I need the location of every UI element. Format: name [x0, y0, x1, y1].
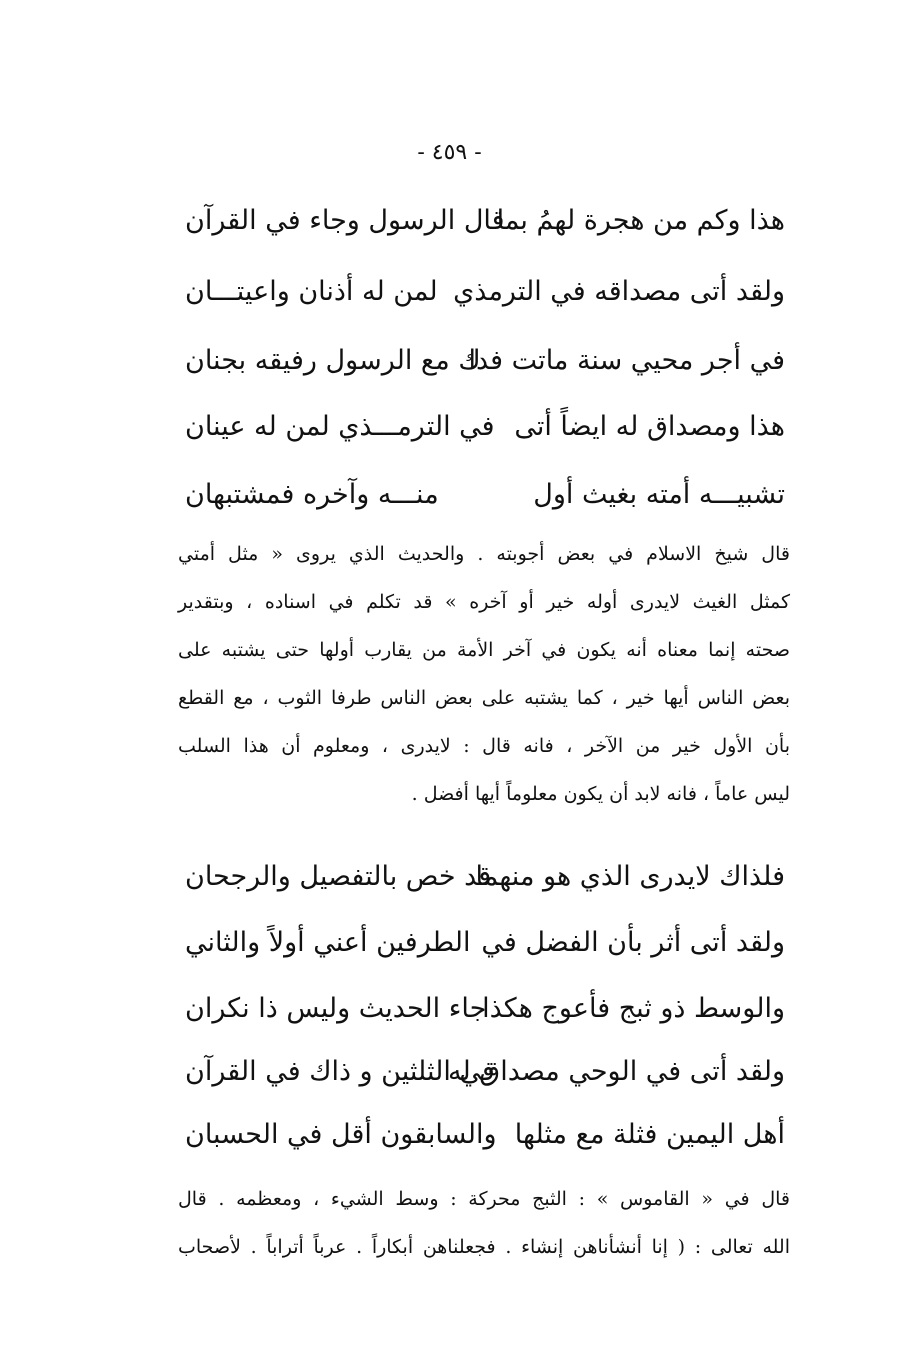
verse-second-hemistich: قد خص بالتفصيل والرجحان	[185, 861, 492, 892]
verse-second-hemistich: لمن له أذنان واعيتـــان	[185, 276, 438, 307]
verse-line	[185, 470, 785, 520]
verse-line	[185, 267, 785, 317]
commentary-line: ليس عاماً ، فانه لابد أن يكون معلوماً أيها أفضل .	[411, 783, 790, 805]
commentary-line: بأن الأول خير من الآخر ، فانه قال : لايدرى ، ومعلوم أن هذا السلب	[178, 735, 790, 757]
verse-first-hemistich: هذا وكم من هجرة لهمُ بما	[496, 205, 785, 236]
verse-first-hemistich: هذا ومصداق له ايضاً أتى	[514, 411, 785, 442]
commentary-line: صحته إنما معناه أنه يكون في آخر الأمة من يقارب أولها حتى يشتبه على	[178, 639, 790, 661]
page-number: - ٤٥٩ -	[417, 140, 482, 165]
verse-second-hemistich: في الترمـــذي لمن له عينان	[185, 411, 495, 442]
verse-line	[185, 196, 785, 246]
verse-first-hemistich: والوسط ذو ثبج فأعوج هكذا	[482, 993, 785, 1024]
verse-first-hemistich: في أجر محيي سنة ماتت فدا	[468, 345, 785, 376]
commentary-line: بعض الناس أيها خير ، كما يشتبه على بعض الناس طرفا الثوب ، مع القطع	[178, 687, 790, 709]
verse-second-hemistich: ك مع الرسول رفيقه بجنان	[185, 345, 481, 376]
commentary-line: الله تعالى : ( إنا أنشأناهن إنشاء . فجعلناهن أبكاراً . عرباً أتراباً . لأصحاب	[178, 1236, 790, 1258]
commentary-paragraph	[178, 530, 790, 818]
verse-line	[185, 1047, 785, 1097]
commentary-line: قال في « القاموس » : الثبج محركة : وسط الشيء ، ومعظمه . قال	[178, 1188, 790, 1210]
commentary-paragraph	[178, 1175, 790, 1271]
verse-second-hemistich: والسابقون أقل في الحسبان	[185, 1119, 497, 1150]
verse-first-hemistich: أهل اليمين فثلة مع مثلها	[514, 1119, 785, 1150]
verse-first-hemistich: ولقد أتى في الوحي مصداق له	[447, 1056, 785, 1087]
verse-first-hemistich: ولقد أتى أثر بأن الفضل في	[481, 927, 785, 958]
verse-first-hemistich: تشبيـــه أمته بغيث أول	[533, 479, 785, 510]
verse-second-hemistich: منـــه وآخره فمشتبهان	[185, 479, 439, 510]
verse-first-hemistich: ولقد أتى مصداقه في الترمذي	[453, 276, 785, 307]
verse-first-hemistich: فلذاك لايدرى الذي هو منهما	[475, 861, 785, 892]
verse-line	[185, 984, 785, 1034]
verse-second-hemistich: الطرفين أعني أولاً والثاني	[185, 927, 471, 958]
commentary-line: قال شيخ الاسلام في بعض أجوبته . والحديث الذي يروى « مثل أمتي	[178, 543, 790, 565]
verse-line	[185, 1110, 785, 1160]
verse-second-hemistich: قال الرسول وجاء في القرآن	[185, 205, 505, 236]
verse-line	[185, 852, 785, 902]
verse-second-hemistich: في الثلثين و ذاك في القرآن	[185, 1056, 495, 1087]
commentary-line: كمثل الغيث لايدرى أوله خير أو آخره » قد تكلم في اسناده ، وبتقدير	[178, 591, 790, 613]
verse-line	[185, 402, 785, 452]
verse-line	[185, 918, 785, 968]
verse-line	[185, 336, 785, 386]
verse-second-hemistich: جاء الحديث وليس ذا نكران	[185, 993, 487, 1024]
